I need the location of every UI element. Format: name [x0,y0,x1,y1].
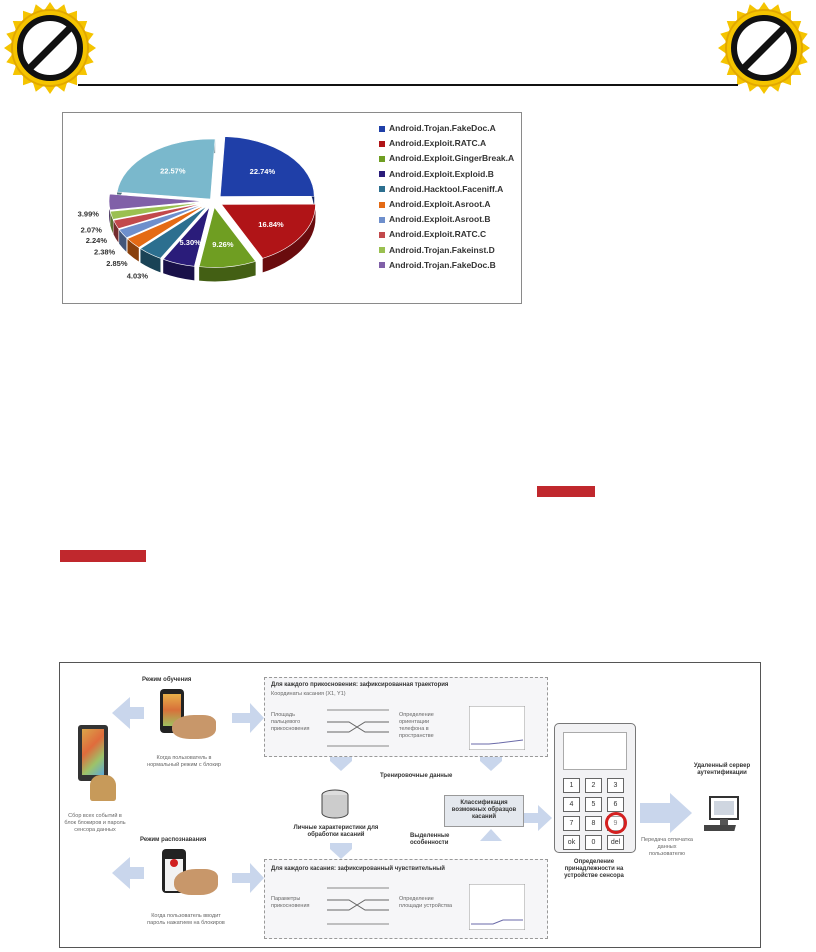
hand-image [172,715,216,739]
hand-image [90,775,116,801]
keypad-device [554,723,636,853]
pie-data-label: 3.99% [77,209,99,219]
keypad-key: 0 [585,835,602,850]
top-panel-right-label: Определение ориентации телефона в пространстве [399,712,434,739]
legend-entry [379,121,514,136]
trajectory-plot [327,708,389,748]
prohibition-badge-left [2,0,98,96]
hand-image [174,869,218,895]
pie-data-label: 2.24% [85,236,108,246]
top-panel-title: Для каждого прикосновения: зафиксированная траектория [271,682,449,688]
legend-swatch [379,171,385,177]
legend-entry [379,182,514,197]
bottom-panel-right-label: Определение площади устройства [399,896,453,909]
legend-label: Android.Exploit.Asroot.A [389,199,491,210]
top-feature-panel [264,677,548,757]
pie-chart [63,113,363,303]
legend-label: Android.Trojan.FakeDoc.B [389,259,496,270]
legend-label: Android.Exploit.Exploid.B [389,168,494,179]
recognition-mode-title: Режим распознавания [140,837,207,843]
features-label: Выделенные особенности [410,833,450,846]
legend-swatch [379,262,385,268]
legend-entry [379,167,514,182]
learning-mode-title: Режим обучения [142,677,192,683]
keypad-key: del [607,835,624,850]
highlight-bar [60,550,146,562]
pie-data-label: 2.07% [80,225,102,235]
legend-swatch [379,232,385,238]
sensor-plot [469,706,525,750]
learning-mode-caption: Когда пользователь в нормальный режим с блокир [147,755,221,768]
authentication-diagram [59,662,761,948]
legend-entry [379,151,514,166]
legend-entry [379,212,514,227]
prohibition-sign-icon [2,0,98,96]
bottom-feature-panel [264,859,548,939]
sensor-plot [469,884,525,930]
device-caption: Сбор всех событий в блок блокиров и пароль сенсора данных [64,813,126,833]
legend-entry [379,136,514,151]
tablet-device-image [78,725,108,781]
legend-swatch [379,141,385,147]
legend-swatch [379,126,385,132]
trajectory-plot [327,886,389,926]
train-label: Тренировочные данные [380,773,453,779]
chart-legend [379,121,514,273]
keypad-key: 8 [585,816,602,831]
keypad-key: 5 [585,797,602,812]
legend-swatch [379,217,385,223]
pie-data-label: 9.26% [212,240,234,250]
legend-label: Android.Exploit.RATC.C [389,229,487,240]
legend-swatch [379,247,385,253]
keypad-key: ok [563,835,580,850]
legend-label: Android.Exploit.Asroot.B [389,214,491,225]
computer-icon [704,795,746,835]
touch-target-icon [605,812,627,834]
pie-data-label: 2.85% [106,258,128,268]
pie-data-label: 22.57% [160,166,186,176]
legend-swatch [379,202,385,208]
keypad-key: 1 [563,778,580,793]
server-label: Удаленный сервер аутентификации [693,763,751,776]
legend-entry [379,227,514,242]
db-label: Личные характеристики для обработки касаний [293,825,379,838]
keypad-key: 3 [607,778,624,793]
recognition-mode-caption: Когда пользователь вводит пароль нажатием на блокиров [147,913,225,926]
classifier-box [444,795,524,827]
bottom-panel-title: Для каждого касания: зафиксированный чувствительный [271,866,445,872]
header-rule [78,84,738,86]
pie-data-label: 22.74% [249,166,276,176]
keypad-key: 6 [607,797,624,812]
pie-data-label: 5.30% [179,238,201,248]
keypad-key: 2 [585,778,602,793]
prohibition-sign-icon [716,0,812,96]
legend-label: Android.Exploit.GingerBreak.A [389,153,515,164]
legend-swatch [379,156,385,162]
legend-label: Android.Trojan.FakeDoc.A [389,123,496,133]
prohibition-badge-right [716,0,812,96]
legend-entry [379,197,514,212]
bottom-panel-left-label: Параметры прикосновения [271,896,310,909]
legend-entry [379,243,514,258]
pie-chart-figure [62,112,522,304]
legend-swatch [379,186,385,192]
pie-data-label: 16.84% [258,220,284,230]
classifier-label: Классификация возможных образцов касаний [451,800,517,820]
top-panel-left-label: Площадь пальцевого прикосновения [271,712,310,732]
highlight-bar [537,486,595,497]
pie-data-label: 2.38% [93,247,116,257]
keypad-key: 9 [607,816,624,831]
keypad-caption: Определение принадлежности на устройстве сенсора [564,859,624,879]
legend-label: Android.Hacktool.Faceniff.A [389,183,504,194]
legend-entry [379,258,514,273]
top-panel-subtitle: Координаты касания (X1, Y1) [271,691,346,697]
legend-label: Android.Trojan.Fakeinst.D [389,244,495,255]
database-icon [320,789,350,819]
keypad-key: 7 [563,816,580,831]
send-label: Передача отпечатка данных пользователю [641,837,693,857]
keypad-key: 4 [563,797,580,812]
legend-label: Android.Exploit.RATC.A [389,138,487,149]
pie-data-label: 4.03% [126,271,149,281]
